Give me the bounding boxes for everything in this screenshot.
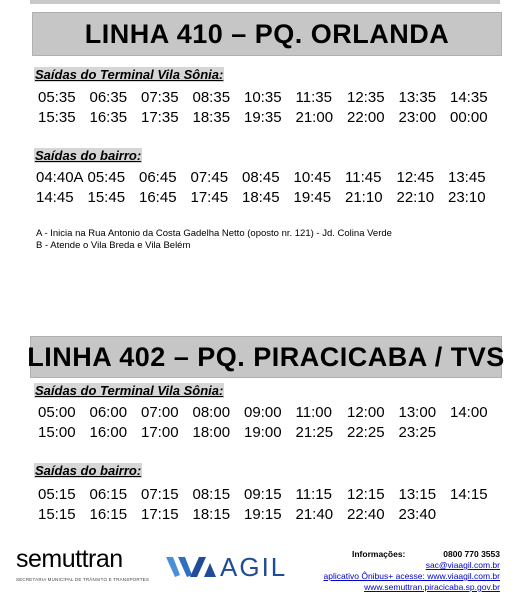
line-402-bairro-label: Saídas do bairro: xyxy=(35,463,142,478)
time-cell: 16:15 xyxy=(89,506,128,523)
time-cell: 11:15 xyxy=(295,486,332,503)
info-row xyxy=(300,549,500,560)
time-cell: 13:00 xyxy=(398,404,437,421)
time-cell: 19:45 xyxy=(293,189,332,206)
time-cell: 12:15 xyxy=(347,486,385,503)
time-cell: 11:00 xyxy=(295,404,332,421)
semutran-logo xyxy=(16,545,123,574)
note-b: B - Atende o Vila Breda e Vila Belém xyxy=(36,240,191,251)
time-cell: 22:00 xyxy=(347,109,385,126)
info-label: Informações: xyxy=(352,549,406,559)
time-cell: 14:00 xyxy=(450,404,488,421)
line-402-bairro-times xyxy=(38,485,498,525)
contact-info xyxy=(300,549,500,593)
time-cell: 14:15 xyxy=(450,486,488,503)
time-cell: 13:45 xyxy=(448,169,486,186)
line-410-terminal-label: Saídas do Terminal Vila Sônia: xyxy=(35,67,224,82)
line-410-bairro-times xyxy=(36,168,498,208)
time-cell: 05:15 xyxy=(38,486,76,503)
time-cell: 15:35 xyxy=(38,109,76,126)
time-cell: 12:35 xyxy=(347,89,385,106)
time-cell: 05:45 xyxy=(87,169,126,186)
line-410-notes xyxy=(36,228,392,252)
phone-number: 0800 770 3553 xyxy=(443,549,500,559)
time-cell: 06:45 xyxy=(139,169,177,186)
email-link[interactable]: sac@viaagil.com.br xyxy=(425,560,500,570)
time-cell: 09:00 xyxy=(244,404,282,421)
time-cell: 17:35 xyxy=(141,109,179,126)
time-row xyxy=(36,168,498,188)
time-cell: 08:15 xyxy=(192,486,231,503)
time-cell: 22:25 xyxy=(347,424,385,441)
time-cell: 19:35 xyxy=(244,109,282,126)
time-cell: 10:35 xyxy=(244,89,282,106)
time-cell: 23:00 xyxy=(398,109,437,126)
time-cell: 17:15 xyxy=(141,506,179,523)
time-cell: 04:40A xyxy=(36,169,84,186)
time-cell: 17:45 xyxy=(190,189,229,206)
time-row xyxy=(38,403,498,423)
footer xyxy=(0,540,530,614)
time-cell: 00:00 xyxy=(450,109,488,126)
time-cell: 16:35 xyxy=(89,109,128,126)
time-cell: 15:45 xyxy=(87,189,126,206)
semutran-logo-subtitle: SECRETARIA MUNICIPAL DE TRÂNSITO E TRANSPORTES xyxy=(16,577,150,582)
time-cell: 18:45 xyxy=(242,189,280,206)
line-402-terminal-label: Saídas do Terminal Vila Sônia: xyxy=(35,383,224,398)
time-cell: 07:45 xyxy=(190,169,229,186)
time-cell: 18:00 xyxy=(192,424,231,441)
time-cell: 23:10 xyxy=(448,189,486,206)
time-cell: 19:15 xyxy=(244,506,282,523)
viagil-logo xyxy=(166,552,287,582)
time-cell: 14:45 xyxy=(36,189,74,206)
time-cell: 22:10 xyxy=(396,189,435,206)
time-cell: 09:15 xyxy=(244,486,282,503)
line-410-bairro-label: Saídas do bairro: xyxy=(35,148,142,163)
line-410-terminal-times xyxy=(38,88,498,128)
time-cell: 10:45 xyxy=(293,169,332,186)
time-cell: 23:40 xyxy=(398,506,437,523)
note-a: A - Inicia na Rua Antonio da Costa Gadelha Netto (oposto nr. 121) - Jd. Colina Verde xyxy=(36,228,392,239)
time-cell: 21:00 xyxy=(295,109,334,126)
time-cell: 06:00 xyxy=(89,404,128,421)
time-cell: 07:15 xyxy=(141,486,179,503)
time-cell: 12:45 xyxy=(396,169,435,186)
app-link[interactable]: aplicativo Ônibus+ acesse: www.viaagil.com.br xyxy=(323,571,500,581)
time-cell: 11:45 xyxy=(345,169,382,186)
time-cell: 07:35 xyxy=(141,89,179,106)
line-402-terminal-times xyxy=(38,403,498,443)
time-cell: 08:35 xyxy=(192,89,231,106)
time-cell: 14:35 xyxy=(450,89,488,106)
time-cell: 15:15 xyxy=(38,506,76,523)
line-410-title: LINHA 410 – PQ. ORLANDA xyxy=(32,12,502,56)
time-cell: 21:25 xyxy=(295,424,334,441)
time-cell: 18:35 xyxy=(192,109,231,126)
line-402-title: LINHA 402 – PQ. PIRACICABA / TVS xyxy=(30,336,502,378)
website-link[interactable]: www.semuttran.piracicaba.sp.gov.br xyxy=(364,582,500,592)
time-cell: 23:25 xyxy=(398,424,437,441)
time-cell: 05:35 xyxy=(38,89,76,106)
time-cell: 21:40 xyxy=(295,506,334,523)
time-cell: 06:15 xyxy=(89,486,128,503)
time-cell: 07:00 xyxy=(141,404,179,421)
time-cell: 13:35 xyxy=(398,89,437,106)
viagil-logo-text: AGIL xyxy=(220,551,288,582)
time-cell: 16:45 xyxy=(139,189,177,206)
top-decorative-band xyxy=(30,0,500,4)
time-cell: 08:45 xyxy=(242,169,280,186)
time-cell: 22:40 xyxy=(347,506,385,523)
time-cell: 08:00 xyxy=(192,404,231,421)
semutran-logo-text: semuttran xyxy=(16,545,123,573)
via-logo-icon xyxy=(166,555,218,579)
time-cell: 13:15 xyxy=(398,486,437,503)
time-row xyxy=(38,88,498,108)
time-cell: 17:00 xyxy=(141,424,179,441)
time-row xyxy=(38,423,498,443)
time-cell: 16:00 xyxy=(89,424,128,441)
time-cell: 11:35 xyxy=(295,89,332,106)
time-cell: 12:00 xyxy=(347,404,385,421)
time-row xyxy=(38,485,498,505)
time-cell: 06:35 xyxy=(89,89,128,106)
time-cell: 18:15 xyxy=(192,506,231,523)
time-cell: 05:00 xyxy=(38,404,76,421)
time-row xyxy=(36,188,498,208)
time-cell: 21:10 xyxy=(345,189,383,206)
time-row xyxy=(38,108,498,128)
time-row xyxy=(38,505,498,525)
time-cell: 19:00 xyxy=(244,424,282,441)
time-cell: 15:00 xyxy=(38,424,76,441)
